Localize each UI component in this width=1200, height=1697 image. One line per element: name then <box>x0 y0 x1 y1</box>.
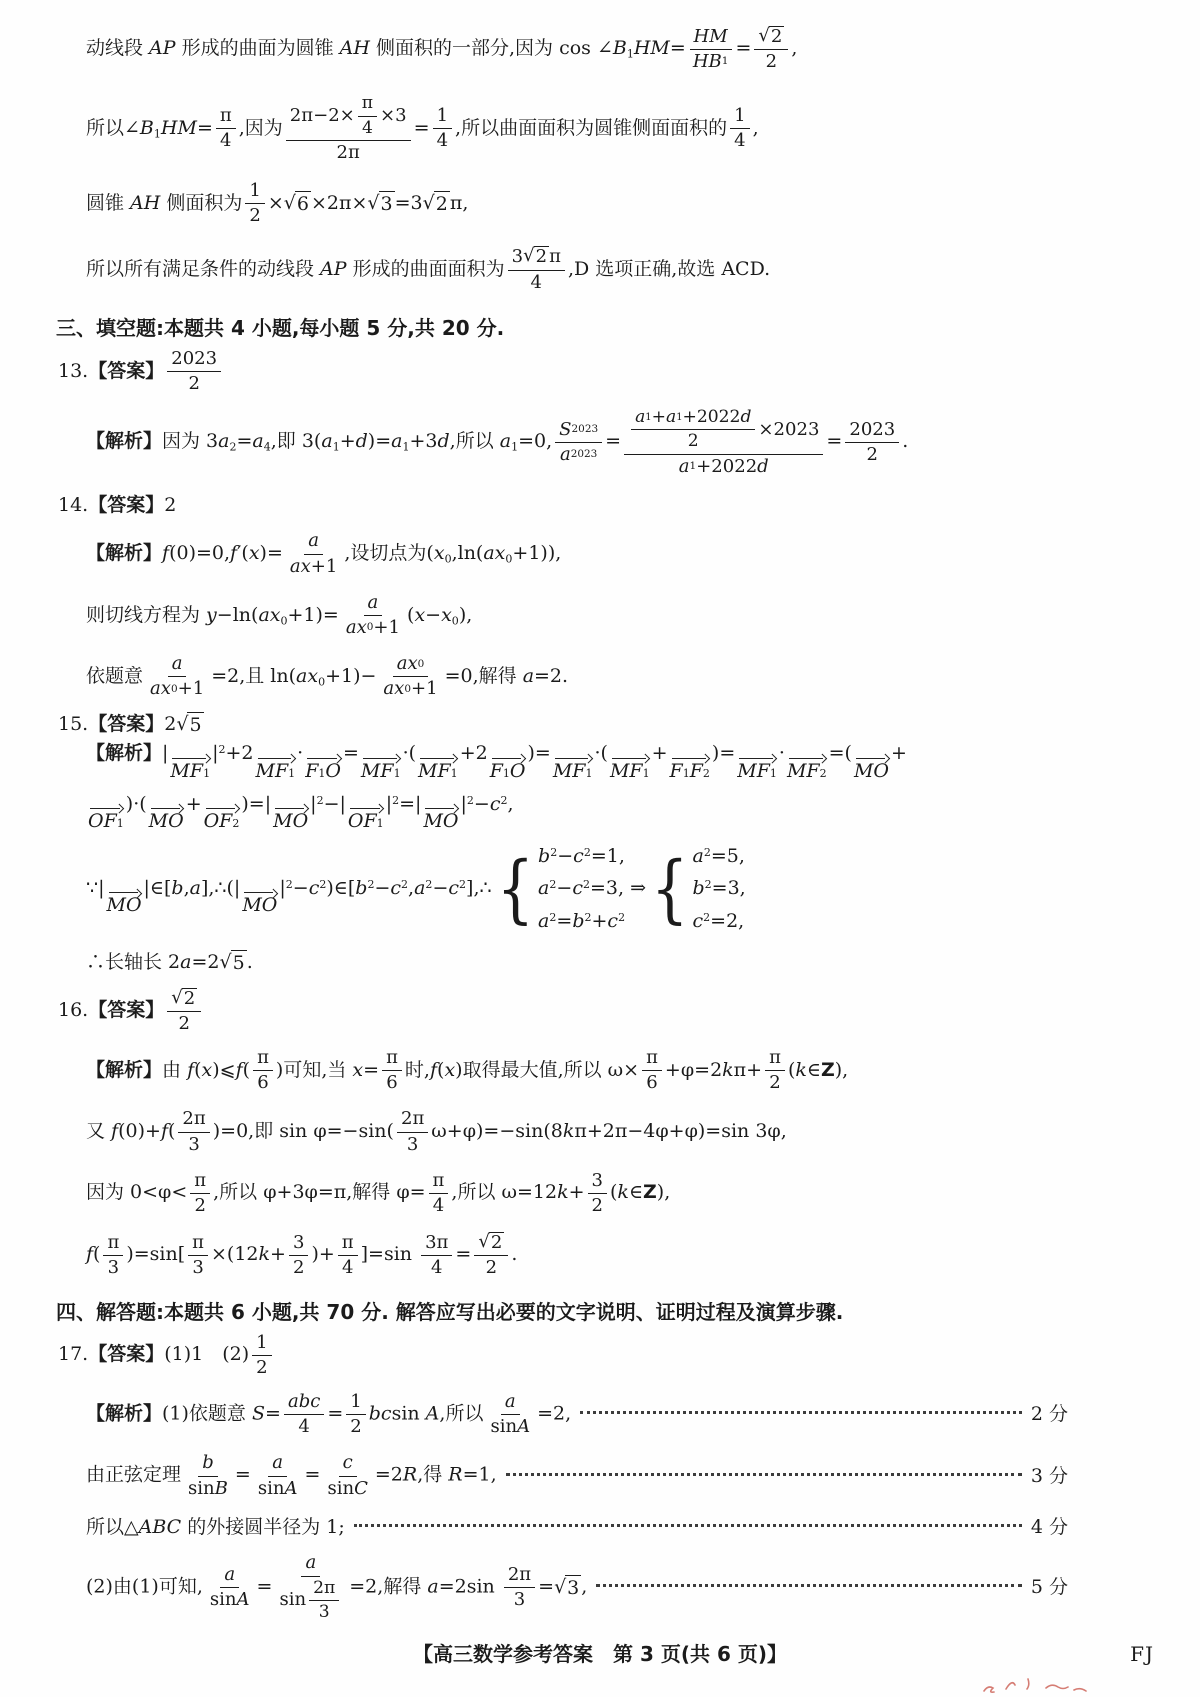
vector: MO <box>242 888 277 916</box>
q17-analysis-line-4 <box>86 1553 1068 1622</box>
vector: OF 1 <box>348 804 384 832</box>
fraction: b sin B <box>188 1452 228 1499</box>
line-content: 16.【答案】 √ 2 2 <box>58 999 204 1021</box>
fraction: 2π 3 <box>309 1579 339 1622</box>
q16-analysis-line-3 <box>86 1171 1164 1216</box>
vector: MF 1 <box>737 754 777 782</box>
cases-group: { $a^2=5$, $b^2=3$, $c^2=2$, <box>651 844 746 933</box>
fraction: a 1 + a 1 +2022 d 2 ×2023 a 1 +2022 d <box>624 408 823 477</box>
line-content: 【解析】由 f(x)⩽f( $\frac{\pi}{6}$ )可知,当 x= $\frac{\pi}{6}$ 时,f(x)取得最大值,所以 ω× $\frac{\pi}{6}$ +φ=2kπ+ $\frac{\pi}{2}$ (k∈Z), <box>86 1046 849 1094</box>
line-content: 因为 0<φ< $\frac{\pi}{2}$ ,所以 φ+3φ=π,解得 φ= $\frac{\pi}{4}$ ,所以 ω=12k+ $\frac{3}{2}$ (k∈Z), <box>86 1169 671 1216</box>
fraction: $\frac{2\pi}{3}$ <box>178 1109 209 1154</box>
fraction: $\frac{\pi}{3}$ <box>188 1233 208 1278</box>
line-content: 所以所有满足条件的动线段 AP 形成的曲面面积为 3 √ 2 π 4 ,D 选项正确,故选 ACD. <box>86 245 771 293</box>
line-content: 14.【答案】2 <box>58 493 177 516</box>
line-content: 【解析】| MF 1 $|^2+2$ MF 1 · F 1 O = MF 1 ·( MF 1 +2 F 1 O )= MF 1 ·( MF 1 + F 1 F 2 )= MF 1 · MF 2 =( MO + <box>86 742 907 782</box>
sqrt: √ 2 <box>523 245 548 268</box>
vector-arrow <box>418 754 458 762</box>
fraction: a sin 2π 3 <box>275 1553 346 1622</box>
line-content: 由正弦定理 b sin B = a sin A = c sin C =2R,得 R=1, <box>86 1452 497 1499</box>
fraction: $\frac{3\pi}{4}$ <box>421 1233 452 1278</box>
fraction: a 1 + a 1 +2022 d 2 <box>631 408 755 451</box>
fraction: ax 0 ax 0 +1 <box>383 653 438 700</box>
fraction: abc 4 <box>284 1392 324 1437</box>
line-content: 所以△ABC 的外接圆半径为 1; <box>86 1515 345 1538</box>
section-3-header <box>56 315 1164 341</box>
vector-arrow <box>242 888 277 896</box>
dotted-leader <box>580 1411 1022 1414</box>
fraction: $\frac{\pi}{4}$ <box>338 1233 358 1278</box>
fraction: $\frac{1}{4}$ <box>730 106 749 151</box>
vector: MO <box>854 754 889 782</box>
vector: MF 1 <box>418 754 458 782</box>
vector: MO <box>107 888 142 916</box>
fraction: $\frac{2023}{2}$ <box>167 349 221 394</box>
fraction: $\frac{\pi}{2}$ <box>190 1171 210 1216</box>
fraction: $\frac{1}{2}$ <box>346 1392 365 1437</box>
fraction: $\frac{\pi}{2}$ <box>765 1048 785 1093</box>
vector-arrow <box>348 804 384 812</box>
vector: MF 1 <box>610 754 650 782</box>
fraction: c sin C <box>327 1452 368 1499</box>
cases-group: { $b^2-c^2=1$, $a^2-c^2=3$, $a^2=b^2+c^2$ <box>496 844 626 933</box>
vector: OF 2 <box>204 804 240 832</box>
q14-answer-line <box>58 493 1164 518</box>
footer-page-label: 【高三数学参考答案 第 3 页(共 6 页)】 <box>413 1642 787 1666</box>
q13-analysis-line <box>86 408 1164 477</box>
fraction: a ax 0 +1 <box>345 591 401 639</box>
fraction: S 2023 a 2023 <box>555 420 602 465</box>
fraction: √ 2 2 <box>754 26 788 72</box>
vector-arrow <box>423 804 458 812</box>
vector: F 1 O <box>305 754 341 782</box>
fraction: a sin A <box>257 1452 298 1499</box>
fraction: $\frac{\pi}{4}$ <box>216 106 236 151</box>
q15-analysis-line-3 <box>86 844 1164 934</box>
left-brace: { <box>496 845 535 932</box>
vector: MF 1 <box>170 754 210 782</box>
fraction: HM HB 1 <box>689 27 733 72</box>
fraction: $\frac{1}{2}$ <box>252 1333 271 1378</box>
fraction: $\frac{2023}{2}$ <box>845 420 899 465</box>
footer-code: FJ <box>1130 1642 1154 1666</box>
vector-arrow <box>490 754 526 762</box>
vector: F 1 O <box>490 754 526 782</box>
q16-answer-line <box>58 988 1164 1034</box>
line-content: 13.【答案】 $\frac{2023}{2}$ <box>58 360 224 382</box>
line-content: 动线段 AP 形成的曲面为圆锥 AH 侧面积的一部分,因为 cos ∠B1HM= HM HB 1 = √ 2 2 , <box>86 25 798 73</box>
vector-arrow <box>170 754 210 762</box>
dotted-leader <box>354 1524 1022 1527</box>
vector: MF 1 <box>361 754 401 782</box>
q15-analysis-line-2 <box>86 792 1164 832</box>
dotted-leader <box>506 1473 1022 1476</box>
q14-analysis-line-1 <box>86 531 1164 576</box>
vector-arrow <box>610 754 650 762</box>
vector-arrow <box>361 754 401 762</box>
vector-arrow <box>854 754 889 762</box>
q14-analysis-line-3 <box>86 654 1164 699</box>
q17-answer-line <box>58 1333 1164 1378</box>
line-content: 15.【答案】2 √ 5 <box>58 712 202 736</box>
fraction: a sin A <box>490 1390 531 1438</box>
fraction: $\frac{3}{2}$ <box>289 1233 308 1278</box>
sqrt: √ 2 <box>171 986 196 1009</box>
line-content: OF 1 )·( MO + OF 2 )=| MO $|^2-|$ OF 1 $|^2=|$ MO $|^2-c^2$, <box>88 792 514 832</box>
sqrt: √ 6 <box>283 191 309 215</box>
vector-arrow <box>670 754 710 762</box>
line-content: 则切线方程为 y−ln(ax0+1)= a ax 0 +1 (x−x0), <box>86 591 473 639</box>
fraction: 2π−2× $\frac{\pi}{4}$ ×3 2π <box>286 94 411 163</box>
q13-answer-line <box>58 349 1164 394</box>
vector-arrow <box>305 754 341 762</box>
red-stamp-mark <box>976 1671 1096 1697</box>
q16-analysis-line-1 <box>86 1048 1164 1093</box>
q12-solution-line-3 <box>86 181 1164 226</box>
line-content: 又 f(0)+f( $\frac{2\pi}{3}$ )=0,即 sin φ=−sin( $\frac{2\pi}{3}$ ω+φ)=−sin(8kπ+2π−4φ+φ)=sin 3φ, <box>86 1108 787 1155</box>
q15-conclusion-line <box>86 950 1164 976</box>
line-content: f( $\frac{\pi}{3}$ )=sin[ $\frac{\pi}{3}$ ×(12k+ $\frac{3}{2}$ )+ $\frac{\pi}{4}$ ]=sin $\frac{3\pi}{4}$ = √ 2 2 . <box>86 1231 518 1279</box>
score-label: 5 分 <box>1030 1576 1068 1599</box>
score-label: 2 分 <box>1030 1403 1068 1426</box>
vector-arrow <box>204 804 240 812</box>
fraction: $\frac{1}{2}$ <box>245 181 264 226</box>
score-label: 3 分 <box>1030 1464 1068 1487</box>
line-content: 圆锥 AH 侧面积为 $\frac{1}{2}$ × √ 6 ×2π× √ 3 =3 √ 2 π, <box>86 179 469 227</box>
q15-answer-line <box>58 712 1164 738</box>
q17-analysis-line-3 <box>86 1515 1068 1540</box>
q12-solution-line-1 <box>86 26 1164 72</box>
vector-arrow <box>273 804 308 812</box>
vector: MF 1 <box>256 754 296 782</box>
fraction: a ax 0 +1 <box>150 653 205 700</box>
sqrt: √ 2 <box>478 1231 503 1254</box>
vector-arrow <box>149 804 184 812</box>
fraction: $\frac{1}{4}$ <box>433 106 452 151</box>
vector-arrow <box>737 754 777 762</box>
fraction: a ax +1 <box>289 530 338 577</box>
vector: MO <box>149 804 184 832</box>
vector-arrow <box>787 754 827 762</box>
page-footer <box>0 1641 1200 1671</box>
score-label: 4 分 <box>1030 1515 1068 1538</box>
fraction: a sin A <box>209 1564 250 1611</box>
vector-arrow <box>107 888 142 896</box>
fraction: $\frac{\pi}{4}$ <box>358 94 377 137</box>
line-content: 三、填空题:本题共 4 小题,每小题 5 分,共 20 分. <box>56 315 505 340</box>
fraction: $\frac{\pi}{6}$ <box>382 1048 402 1093</box>
q12-solution-line-2 <box>86 94 1164 163</box>
fraction: $\frac{2\pi}{3}$ <box>504 1565 535 1610</box>
line-content: 【解析】f(0)=0,f′(x)= a ax +1 ,设切点为(x0,ln(ax0+1)), <box>86 530 562 577</box>
vector: MO <box>423 804 458 832</box>
fraction: $\frac{\pi}{4}$ <box>429 1171 449 1216</box>
q17-analysis-line-2 <box>86 1453 1068 1498</box>
line-content: (2)由(1)可知, a sin A = a sin 2π 3 =2,解得 a=2sin $\frac{2\pi}{3}$ = √ 3 , <box>86 1552 588 1622</box>
q17-analysis-line-1 <box>86 1392 1068 1437</box>
vector-arrow <box>256 754 296 762</box>
vector: F 1 F 2 <box>670 754 710 782</box>
line-content: 【解析】因为 3a2=a4,即 3(a1+d)=a1+3d,所以 a1=0, S 2023 a 2023 = a 1 + a 1 +2022 d 2 ×2023 a 1 +2022 d = $\frac{2023}{2}$ . <box>86 407 909 477</box>
fraction: $\frac{3}{2}$ <box>588 1171 607 1216</box>
vector-arrow <box>88 804 124 812</box>
q15-analysis-line-1 <box>86 741 1164 781</box>
line-content: ∴长轴长 2a=2 √ 5 . <box>86 950 253 974</box>
vector: MF 2 <box>787 754 827 782</box>
sqrt: √ 5 <box>176 712 202 736</box>
sqrt: √ 2 <box>758 25 783 47</box>
fraction: 3 √ 2 π 4 <box>508 246 565 292</box>
sqrt: √ 3 <box>554 1575 580 1599</box>
q16-analysis-line-4 <box>86 1232 1164 1278</box>
q12-solution-line-4 <box>86 246 1164 292</box>
dotted-leader <box>596 1584 1022 1587</box>
fraction: $\frac{2\pi}{3}$ <box>397 1109 428 1154</box>
section-4-header <box>56 1299 1164 1325</box>
fraction: $\frac{\pi}{6}$ <box>253 1048 273 1093</box>
left-brace: { <box>651 845 689 932</box>
line-content: 四、解答题:本题共 6 小题,共 70 分. 解答应写出必要的文字说明、证明过程及演算步骤. <box>56 1299 844 1324</box>
vector: MO <box>273 804 308 832</box>
vector-arrow <box>553 754 593 762</box>
vector: OF 1 <box>88 804 124 832</box>
fraction: $\frac{\pi}{3}$ <box>103 1233 123 1278</box>
fraction: √ 2 2 <box>167 988 201 1034</box>
line-content: ∵| MO |∈[b,a],∴(| MO $|^2-c^2)\in[b^2-c^2,a^2-c^2],\therefore$ { $b^2-c^2=1$, $a^2-c^2=3$, $a^2=b^2+c^2$ ⇒ { $a^2=5$, $b^2=3$, $c^2=2$, <box>86 844 746 933</box>
q16-analysis-line-2 <box>86 1109 1164 1154</box>
q14-analysis-line-2 <box>86 593 1164 638</box>
fraction: √ 2 2 <box>474 1232 508 1278</box>
line-content: 所以∠B1HM= $\frac{\pi}{4}$ ,因为 2π−2× $\frac{\pi}{4}$ ×3 2π = $\frac{1}{4}$ ,所以曲面面积为圆锥侧面面积的 $\frac{1}{4}$ , <box>86 93 759 163</box>
line-content: 【解析】(1)依题意 S= abc 4 = $\frac{1}{2}$ bcsin A,所以 a sin A =2, <box>86 1390 572 1438</box>
sqrt: √ 5 <box>219 950 245 974</box>
sqrt: √ 2 <box>422 191 448 215</box>
line-content: 依题意 a ax 0 +1 =2,且 ln(ax0+1)− ax 0 ax 0 +1 =0,解得 a=2. <box>86 653 569 700</box>
vector: MF 1 <box>553 754 593 782</box>
line-content: 17.【答案】(1)1 (2) $\frac{1}{2}$ <box>58 1343 275 1365</box>
fraction: $\frac{\pi}{6}$ <box>642 1048 662 1093</box>
sqrt: √ 3 <box>367 191 393 215</box>
